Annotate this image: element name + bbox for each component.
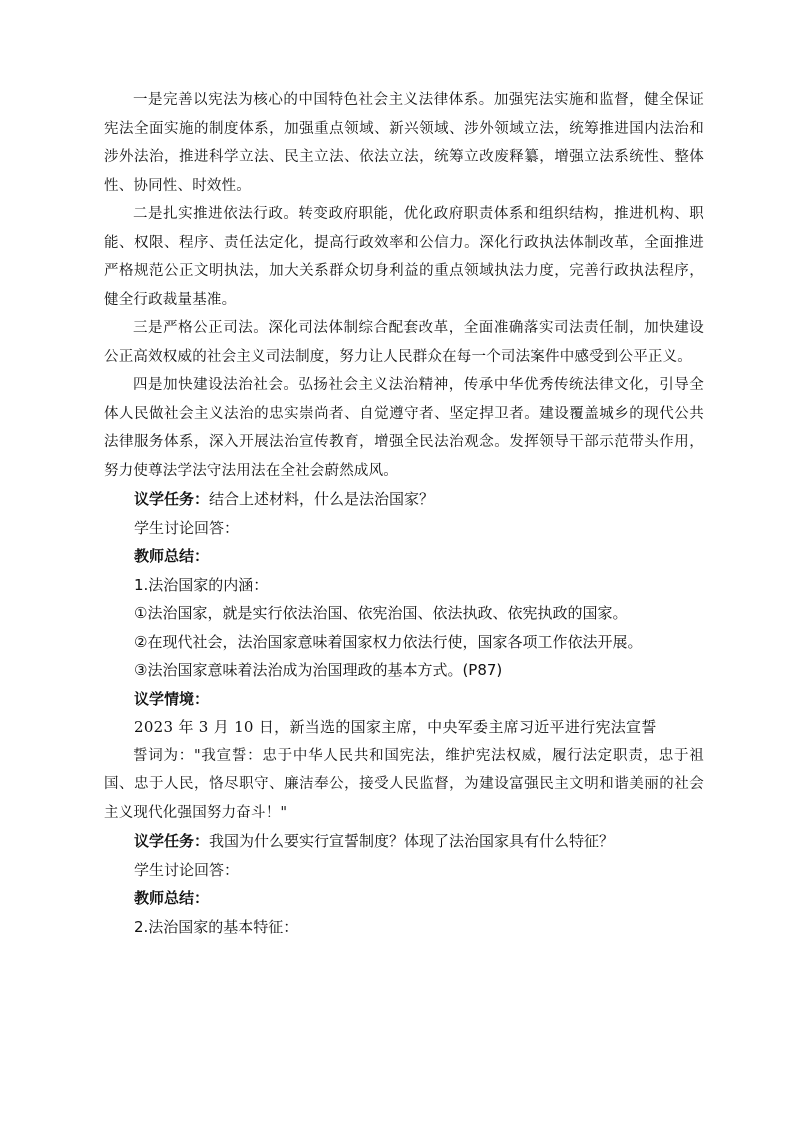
summary-1-heading: 教师总结： [134, 547, 210, 565]
summary-2-subheading: 2.法治国家的基本特征： [134, 917, 299, 936]
task-2-label: 议学任务： [134, 832, 210, 850]
task-1 [104, 485, 704, 514]
paragraph-justice: 三是严格公正司法。深化司法体制综合配套改革，全面准确落实司法责任制，加快建设公正高效权威的社会主义司法制度，努力让人民群众在每一个司法案件中感受到公平正义。 [104, 320, 704, 365]
summary-1-subheading: 1.法治国家的内涵： [134, 575, 269, 594]
task-2 [104, 827, 704, 856]
document-page [104, 86, 704, 941]
discuss-1: 学生讨论回答： [134, 518, 240, 537]
summary-1-item-1: ①法治国家，就是实行依法治国、依宪治国、依法执政、依宪执政的国家。 [134, 604, 628, 622]
discuss-2: 学生讨论回答： [134, 860, 240, 879]
paragraph-legal-system: 一是完善以宪法为核心的中国特色社会主义法律体系。加强宪法实施和监督，健全保证宪法全面实施的制度体系，加强重点领域、新兴领域、涉外领域立法，统筹推进国内法治和涉外法治，推进科学立法、民主立法、依法立法，统筹立改废释纂，增强立法系统性、整体性、协同性、时效性。 [104, 92, 704, 194]
situation-heading: 议学情境： [134, 689, 210, 708]
task-1-text: 结合上述材料，什么是法治国家？ [209, 490, 435, 508]
situation-oath: 誓词为："我宣誓：忠于中华人民共和国宪法，维护宪法权威，履行法定职责，忠于祖国、忠于人民，恪尽职守、廉洁奉公，接受人民监督，为建设富强民主文明和谐美丽的社会主义现代化强国努力奋斗！" [104, 747, 704, 821]
paragraph-administration: 二是扎实推进依法行政。转变政府职能，优化政府职责体系和组织结构，推进机构、职能、权限、程序、责任法定化，提高行政效率和公信力。深化行政执法体制改革，全面推进严格规范公正文明执法，加大关系群众切身利益的重点领域执法力度，完善行政执法程序，健全行政裁量基准。 [104, 206, 704, 308]
situation-date-line: 2023 年 3 月 10 日，新当选的国家主席，中央军委主席习近平进行宪法宣誓 [134, 718, 657, 736]
summary-1-item-2: ②在现代社会，法治国家意味着国家权力依法行使，国家各项工作依法开展。 [134, 632, 643, 651]
summary-1-item-3: ③法治国家意味着法治成为治国理政的基本方式。(P87) [134, 661, 503, 679]
task-2-text: 我国为什么要实行宣誓制度？体现了法治国家具有什么特征？ [209, 832, 615, 850]
task-1-label: 议学任务： [134, 490, 210, 508]
summary-2-heading: 教师总结： [134, 889, 210, 907]
paragraph-society: 四是加快建设法治社会。弘扬社会主义法治精神，传承中华优秀传统法律文化，引导全体人民做社会主义法治的忠实崇尚者、自觉遵守者、坚定捍卫者。建设覆盖城乡的现代公共法律服务体系，深入开展法治宣传教育，增强全民法治观念。发挥领导干部示范带头作用，努力使尊法学法守法用法在全社会蔚然成风。 [104, 377, 704, 479]
